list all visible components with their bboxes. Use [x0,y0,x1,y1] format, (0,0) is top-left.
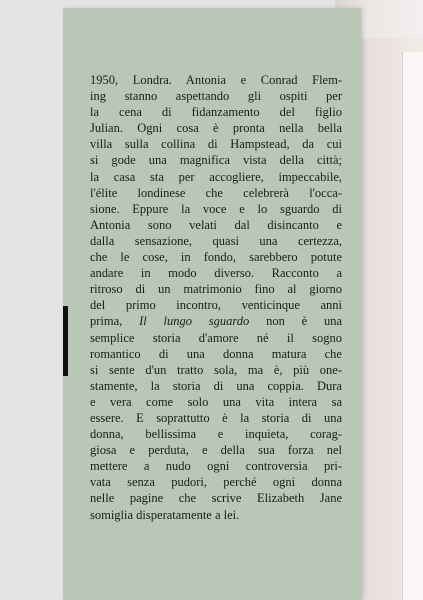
blurb-line: si gode una magnifica vista della città; [90,153,342,168]
blurb-line: 1950, Londra. Antonia e Conrad Flem- [90,73,342,87]
blurb-line: prima, [90,314,123,329]
book-page [402,52,423,600]
blurb-line: Julian. Ogni cosa è pronta nella bella [90,121,342,136]
blurb-line: non è una [266,314,343,329]
blurb-line: la cena di fidanzamento del figlio [90,105,342,120]
blurb-line: dalla sensazione, quasi una certezza, [90,233,342,248]
blurb-line: sione. Eppure la voce e lo sguardo di [90,201,342,216]
blurb-line: l'élite londinese che celebrerà l'occa- [90,185,342,200]
blurb-line: ing stanno aspettando gli ospiti per [90,89,342,104]
blurb-line: essere. E soprattutto è la storia di una [90,410,342,425]
blurb-line: giosa e perduta, e della sua forza nel [90,443,342,458]
blurb-line: semplice storia d'amore né il sogno [90,330,342,345]
blurb-line-with-title [90,313,342,329]
flap-edge-mark [63,306,68,376]
blurb-line: mettere a nudo ogni controversia pri- [90,459,342,474]
blurb-line: andare in modo diverso. Racconto a [90,266,342,281]
blurb-line: del primo incontro, venticinque anni [90,298,342,313]
blurb-line: si sente d'un tratto sola, ma è, più one- [90,362,342,377]
blurb-line: vata senza pudori, perché ogni donna [90,475,342,490]
book-title: Il lungo sguardo [139,314,250,329]
blurb-line: che le cose, in fondo, sarebbero potute [90,250,342,265]
blurb-line: ritroso di un matrimonio fino al giorno [90,282,342,297]
blurb-line: romantico di una donna matura che [90,346,342,361]
blurb-line: somiglia disperatamente a lei. [90,507,240,522]
blurb-line: la casa sta per accogliere, impeccabile, [90,169,342,184]
book-blurb [90,72,342,523]
blurb-line: nelle pagine che scrive Elizabeth Jane [90,491,342,506]
blurb-line: donna, bellissima e inquieta, corag- [90,427,342,442]
blurb-line: villa sulla collina di Hampstead, da cui [90,137,342,152]
blurb-line: e vera come solo una vita intera sa [90,394,342,409]
blurb-line: stamente, la storia di una coppia. Dura [90,378,342,393]
blurb-line: Antonia sono velati dal disincanto e [90,217,342,232]
